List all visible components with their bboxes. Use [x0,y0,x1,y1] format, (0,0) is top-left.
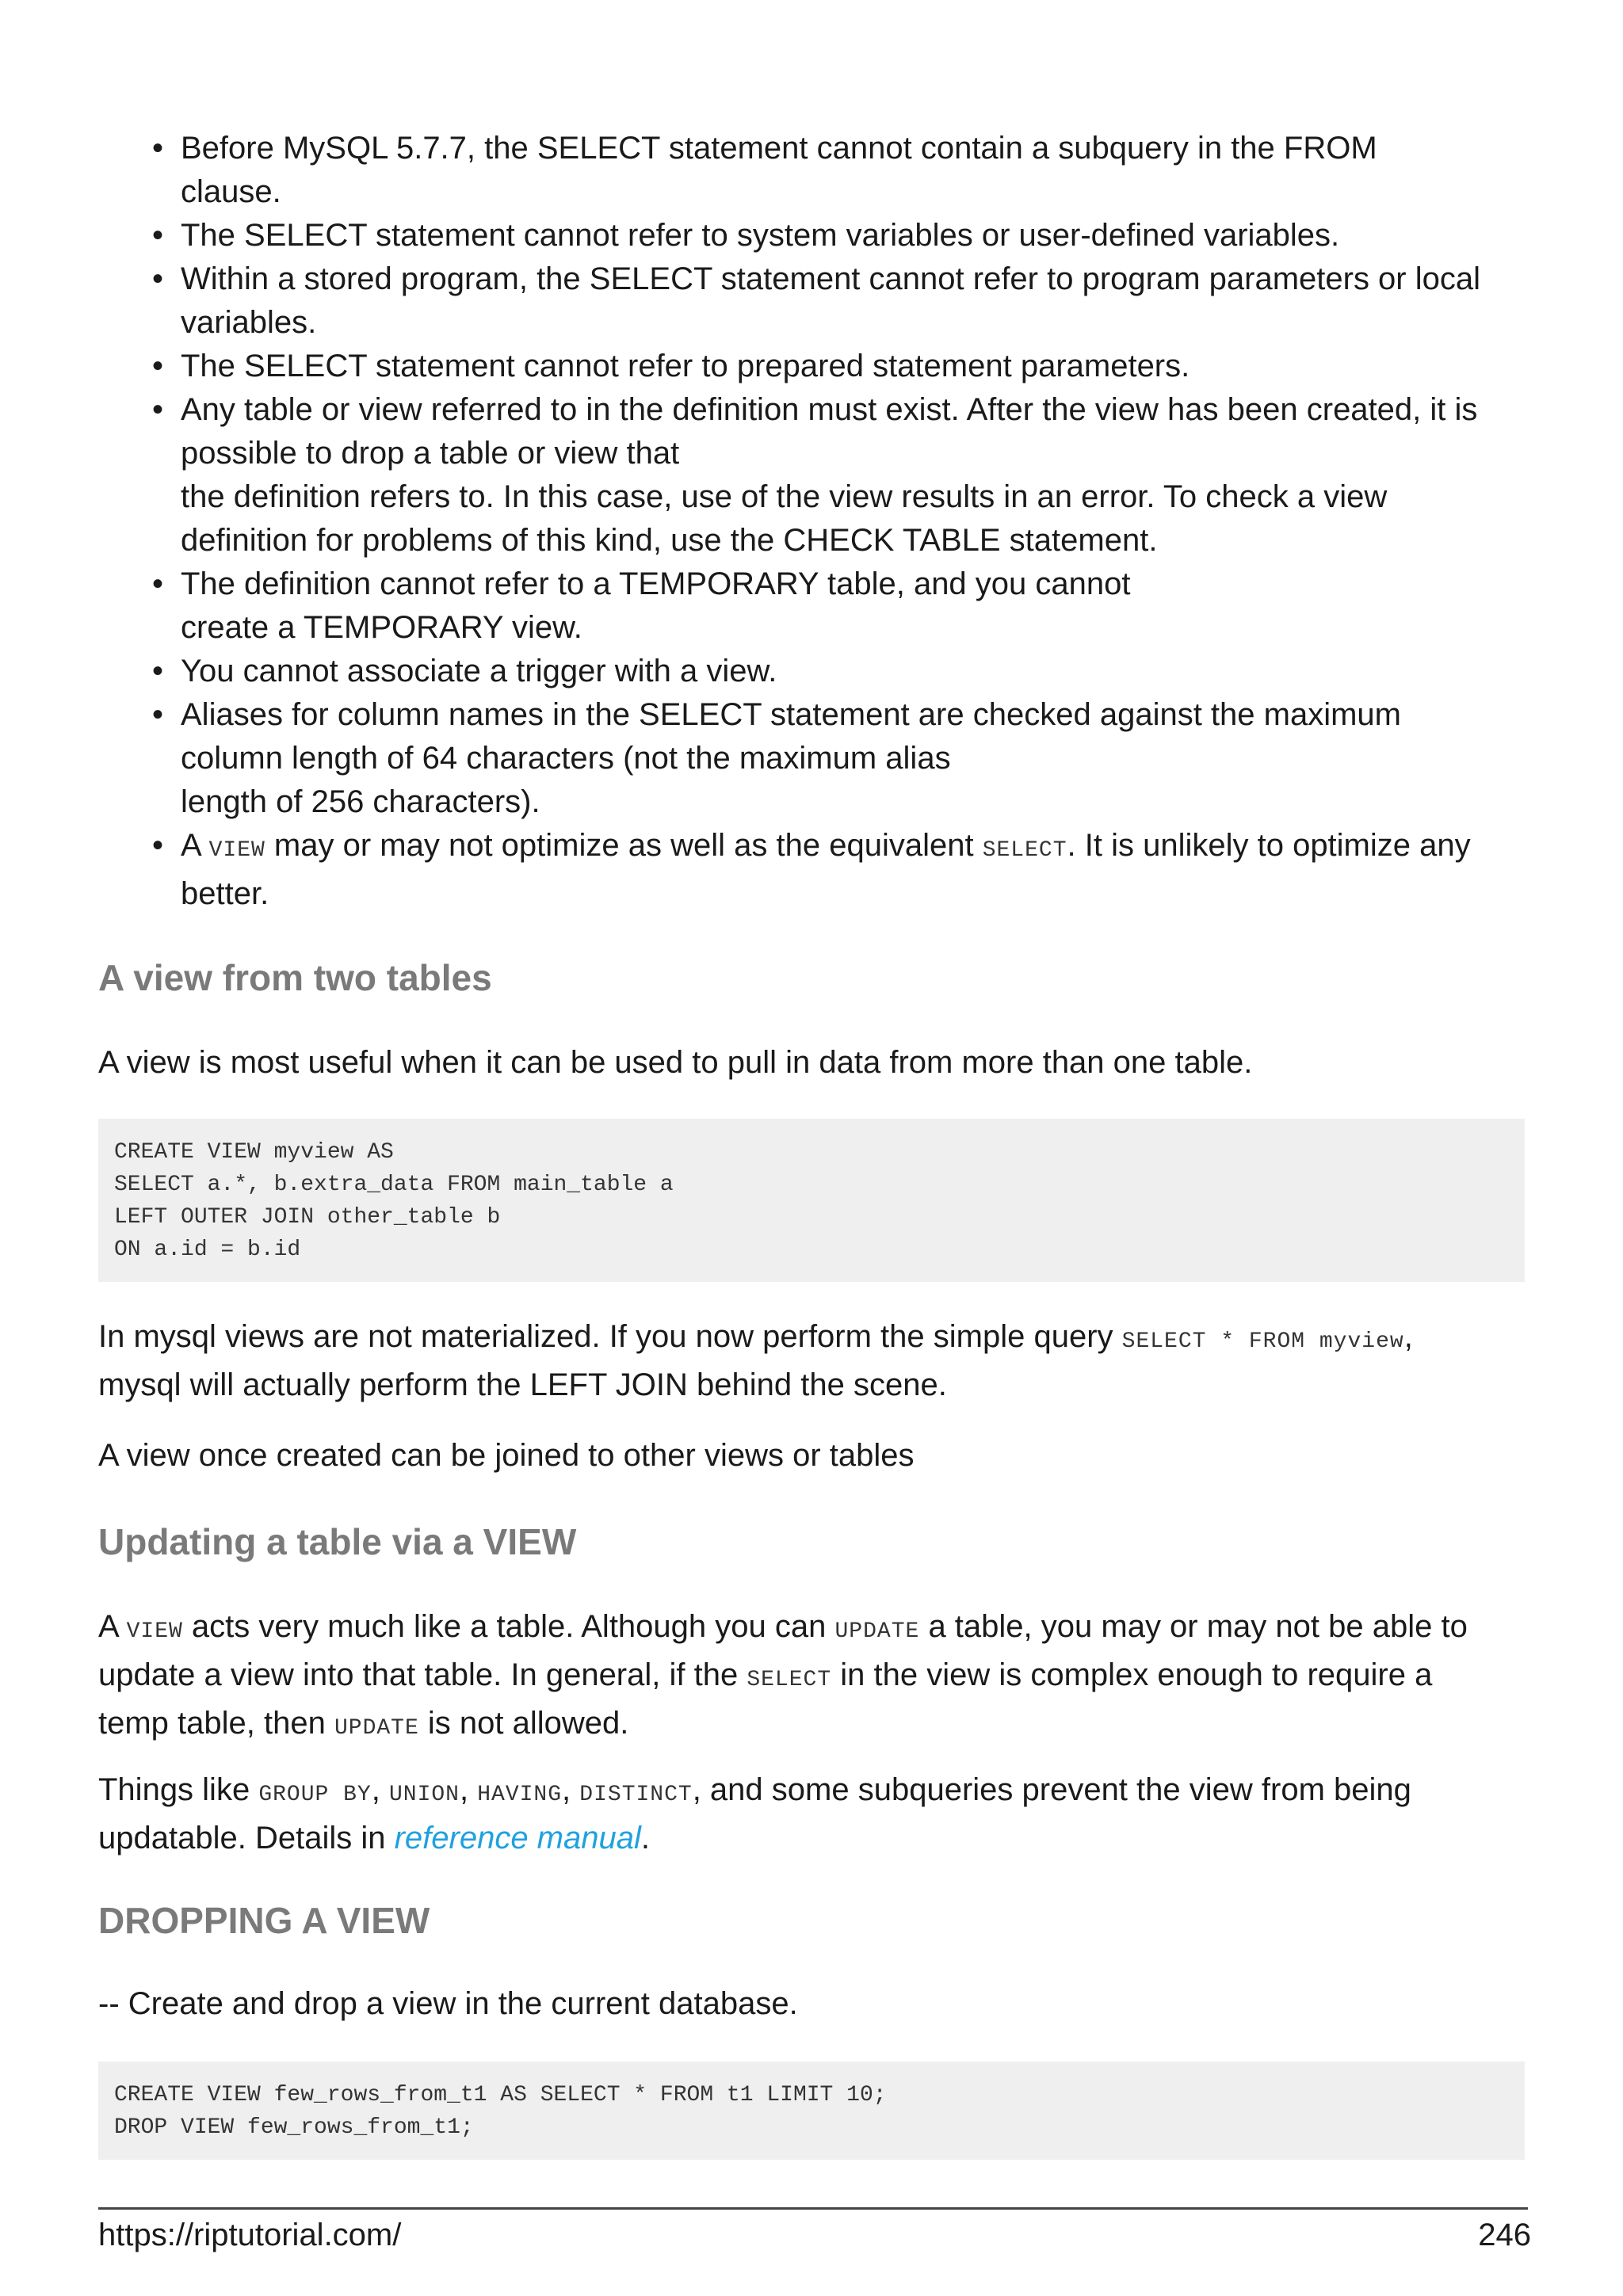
list-item [98,824,1525,916]
paragraph: A view is most useful when it can be used to pull in data from more than one table. [98,1045,1253,1080]
list-item-text: Before MySQL 5.7.7, the SELECT statement cannot contain a subquery in the FROM [181,131,1377,166]
bullet-icon: • [151,349,163,383]
paragraph: Things like GROUP BY, UNION, HAVING, DISTINCT, and some subqueries prevent the view from being updatable. Details in reference manual. [98,1772,1411,1855]
list-item-text: Within a stored program, the SELECT statement cannot refer to program parameters or local [181,261,1480,296]
inline-code: GROUP BY [258,1783,372,1807]
bullet-icon: • [151,566,163,601]
list-item-text: Any table or view referred to in the definition must exist. After the view has been created, it is [181,392,1478,427]
list-item-text: better. [181,876,269,911]
code-block: CREATE VIEW few_rows_from_t1 AS SELECT * FROM t1 LIMIT 10; DROP VIEW few_rows_from_t1; [98,2061,1525,2160]
list-item-text: column length of 64 characters (not the maximum alias [181,741,951,776]
bullet-icon: • [151,218,163,253]
inline-code: HAVING [477,1783,563,1807]
list-item [98,650,1525,693]
bullet-icon: • [151,131,163,166]
paragraph: In mysql views are not materialized. If you now perform the simple query SELECT * FROM myview, mysql will actually perform the LEFT JOIN behind the scene. [98,1319,1413,1402]
section-heading: A view from two tables [98,957,492,998]
list-item-text: length of 256 characters). [181,784,540,819]
reference-manual-link[interactable]: reference manual [394,1821,641,1855]
inline-code: SELECT * FROM myview [1121,1329,1404,1354]
list-item [98,345,1525,388]
code-block: CREATE VIEW myview AS SELECT a.*, b.extra_data FROM main_table a LEFT OUTER JOIN other_table b ON a.id = b.id [98,1119,1525,1282]
list-item [98,127,1525,214]
list-item [98,214,1525,257]
inline-code: DISTINCT [579,1783,693,1807]
list-item [98,257,1525,345]
section-heading: DROPPING A VIEW [98,1900,430,1941]
section-heading: Updating a table via a VIEW [98,1521,577,1562]
bullet-icon: • [151,654,163,688]
list-item-text: the definition refers to. In this case, use of the view results in an error. To check a view [181,479,1388,514]
paragraph: A VIEW acts very much like a table. Although you can UPDATE a table, you may or may not be able to update a view into that table. In general, if the SELECT in the view is complex enough to require a temp table, then UPDATE is not allowed. [98,1609,1468,1741]
list-item [98,388,1525,563]
inline-code: SELECT [982,838,1067,863]
paragraph: -- Create and drop a view in the current database. [98,1986,798,2021]
inline-code: SELECT [747,1668,832,1692]
list-item-text: clause. [181,174,281,209]
list-item-text: definition for problems of this kind, use the CHECK TABLE statement. [181,523,1158,558]
inline-code: VIEW [126,1619,183,1644]
restrictions-list [98,127,1525,916]
paragraph: A view once created can be joined to other views or tables [98,1438,915,1473]
footer-divider [98,2207,1528,2210]
bullet-icon: • [151,828,163,863]
bullet-icon: • [151,261,163,296]
list-item-text: possible to drop a table or view that [181,436,680,471]
list-item [98,693,1525,824]
list-item-text: Aliases for column names in the SELECT statement are checked against the maximum [181,697,1401,732]
list-item-text: You cannot associate a trigger with a view. [181,654,777,688]
bullet-icon: • [151,697,163,732]
page-number: 246 [1478,2218,1531,2252]
inline-code: VIEW [208,838,265,863]
inline-code: UPDATE [834,1619,920,1644]
list-item-text: A VIEW may or may not optimize as well as the equivalent SELECT. It is unlikely to optimize any [181,828,1471,863]
list-item [98,563,1525,650]
inline-code: UNION [388,1783,460,1807]
footer-url: https://riptutorial.com/ [98,2218,402,2252]
list-item-text: The definition cannot refer to a TEMPORARY table, and you cannot [181,566,1131,601]
bullet-icon: • [151,392,163,427]
list-item-text: variables. [181,305,317,340]
list-item-text: The SELECT statement cannot refer to prepared statement parameters. [181,349,1190,383]
list-item-text: create a TEMPORARY view. [181,610,582,645]
inline-code: UPDATE [334,1716,419,1741]
list-item-text: The SELECT statement cannot refer to system variables or user-defined variables. [181,218,1340,253]
